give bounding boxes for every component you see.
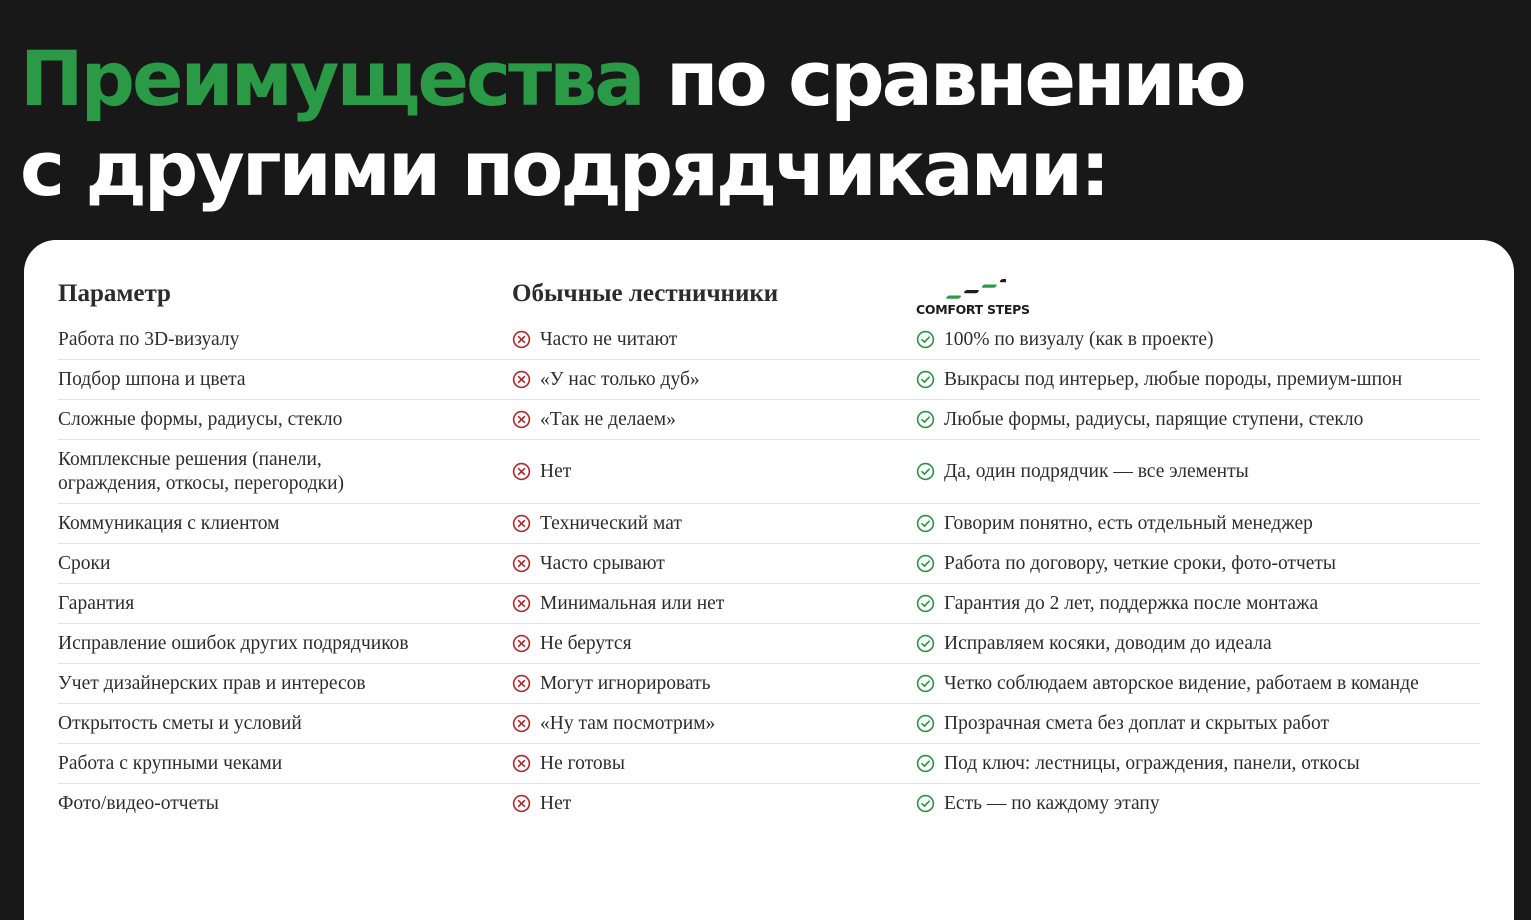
table-row — [58, 544, 1480, 584]
row-parameter — [58, 448, 512, 496]
brand-text: Работа по договору, четкие сроки, фото-отчеты — [944, 552, 1337, 574]
row-competitors — [512, 460, 916, 484]
row-brand — [916, 513, 1480, 535]
row-parameter: Работа по 3D-визуалу — [58, 328, 240, 350]
x-circle-icon — [512, 554, 531, 573]
brand-text: Четко соблюдаем авторское видение, работаем в команде — [944, 672, 1419, 694]
check-circle-icon — [916, 514, 935, 533]
brand-text: Выкрасы под интерьер, любые породы, премиум-шпон — [944, 368, 1403, 390]
competitors-text: Часто срывают — [540, 552, 665, 574]
row-competitors — [512, 633, 916, 655]
competitors-text: Не готовы — [540, 752, 625, 774]
brand-text: Да, один подрядчик — все элементы — [944, 460, 1249, 482]
x-circle-icon — [512, 754, 531, 773]
row-parameter: Коммуникация с клиентом — [58, 512, 280, 534]
row-brand — [916, 753, 1480, 775]
row-competitors — [512, 753, 916, 775]
table-row — [58, 624, 1480, 664]
table-row — [58, 440, 1480, 504]
check-circle-icon — [916, 634, 935, 653]
check-circle-icon — [916, 754, 935, 773]
row-parameter: Работа с крупными чеками — [58, 752, 283, 774]
title-line-2: с другими подрядчиками: — [20, 124, 1108, 213]
row-parameter: Исправление ошибок других подрядчиков — [58, 632, 409, 654]
title-accent: Преимущества — [20, 34, 643, 123]
x-circle-icon — [512, 634, 531, 653]
table-row — [58, 584, 1480, 624]
check-circle-icon — [916, 410, 935, 429]
competitors-text: «Ну там посмотрим» — [540, 712, 716, 734]
row-competitors — [512, 793, 916, 815]
brand-text: Под ключ: лестницы, ограждения, панели, откосы — [944, 752, 1360, 774]
competitors-text: «У нас только дуб» — [540, 368, 700, 390]
row-parameter: Открытость сметы и условий — [58, 712, 302, 734]
row-brand — [916, 633, 1480, 655]
row-parameter: Сроки — [58, 552, 111, 574]
row-parameter-line: Комплексные решения (панели, — [58, 448, 322, 470]
row-brand — [916, 329, 1480, 351]
row-parameter: Подбор шпона и цвета — [58, 368, 246, 390]
table-row — [58, 360, 1480, 400]
brand-text: Исправляем косяки, доводим до идеала — [944, 632, 1272, 654]
row-competitors — [512, 673, 916, 695]
check-circle-icon — [916, 330, 935, 349]
brand-text: 100% по визуалу (как в проекте) — [944, 328, 1214, 350]
row-competitors — [512, 369, 916, 391]
check-circle-icon — [916, 794, 935, 813]
row-parameter: Учет дизайнерских прав и интересов — [58, 672, 366, 694]
row-parameter-line: ограждения, откосы, перегородки) — [58, 472, 345, 494]
check-circle-icon — [916, 714, 935, 733]
table-row — [58, 400, 1480, 440]
check-circle-icon — [916, 462, 935, 481]
logo-text: COMFORT STEPS — [916, 301, 1030, 317]
row-competitors — [512, 409, 916, 431]
x-circle-icon — [512, 330, 531, 349]
x-circle-icon — [512, 514, 531, 533]
header-parameter: Параметр — [58, 280, 171, 307]
comparison-table — [58, 268, 1480, 823]
check-circle-icon — [916, 370, 935, 389]
brand-text: Говорим понятно, есть отдельный менеджер — [944, 512, 1313, 534]
competitors-text: Нет — [540, 792, 572, 814]
x-circle-icon — [512, 714, 531, 733]
x-circle-icon — [512, 594, 531, 613]
row-competitors — [512, 593, 916, 615]
row-brand — [916, 713, 1480, 735]
stairs-logo-icon — [916, 278, 1006, 304]
table-row — [58, 744, 1480, 784]
brand-text: Прозрачная смета без доплат и скрытых работ — [944, 712, 1329, 734]
row-brand — [916, 409, 1480, 431]
header-competitors: Обычные лестничники — [512, 280, 779, 307]
header-brand — [916, 272, 1480, 317]
brand-text: Гарантия до 2 лет, поддержка после монтажа — [944, 592, 1319, 614]
check-circle-icon — [916, 674, 935, 693]
table-row — [58, 664, 1480, 704]
competitors-text: Нет — [540, 460, 572, 482]
x-circle-icon — [512, 674, 531, 693]
competitors-text: Часто не читают — [540, 328, 678, 350]
brand-text: Есть — по каждому этапу — [944, 792, 1160, 814]
comparison-card — [24, 240, 1514, 920]
row-competitors — [512, 713, 916, 735]
table-row — [58, 784, 1480, 823]
x-circle-icon — [512, 462, 531, 481]
row-brand — [916, 593, 1480, 615]
competitors-text: «Так не делаем» — [540, 408, 676, 430]
check-circle-icon — [916, 594, 935, 613]
row-competitors — [512, 329, 916, 351]
row-brand — [916, 553, 1480, 575]
title-rest: по сравнению — [642, 34, 1244, 123]
x-circle-icon — [512, 410, 531, 429]
competitors-text: Технический мат — [540, 512, 682, 534]
page-title — [20, 34, 1244, 214]
row-competitors — [512, 553, 916, 575]
table-row — [58, 504, 1480, 544]
row-brand — [916, 793, 1480, 815]
competitors-text: Минимальная или нет — [540, 592, 725, 614]
check-circle-icon — [916, 554, 935, 573]
row-competitors — [512, 513, 916, 535]
table-header — [58, 268, 1480, 320]
competitors-text: Могут игнорировать — [540, 672, 711, 694]
x-circle-icon — [512, 370, 531, 389]
row-parameter: Фото/видео-отчеты — [58, 792, 219, 814]
row-parameter: Гарантия — [58, 592, 135, 614]
competitors-text: Не берутся — [540, 632, 632, 654]
row-parameter: Сложные формы, радиусы, стекло — [58, 408, 343, 430]
title-line-1 — [20, 34, 1244, 124]
row-brand — [916, 460, 1480, 484]
row-brand — [916, 369, 1480, 391]
table-row — [58, 320, 1480, 360]
x-circle-icon — [512, 794, 531, 813]
table-row — [58, 704, 1480, 744]
brand-text: Любые формы, радиусы, парящие ступени, стекло — [944, 408, 1364, 430]
row-brand — [916, 673, 1480, 695]
comfort-steps-logo — [916, 278, 1030, 317]
